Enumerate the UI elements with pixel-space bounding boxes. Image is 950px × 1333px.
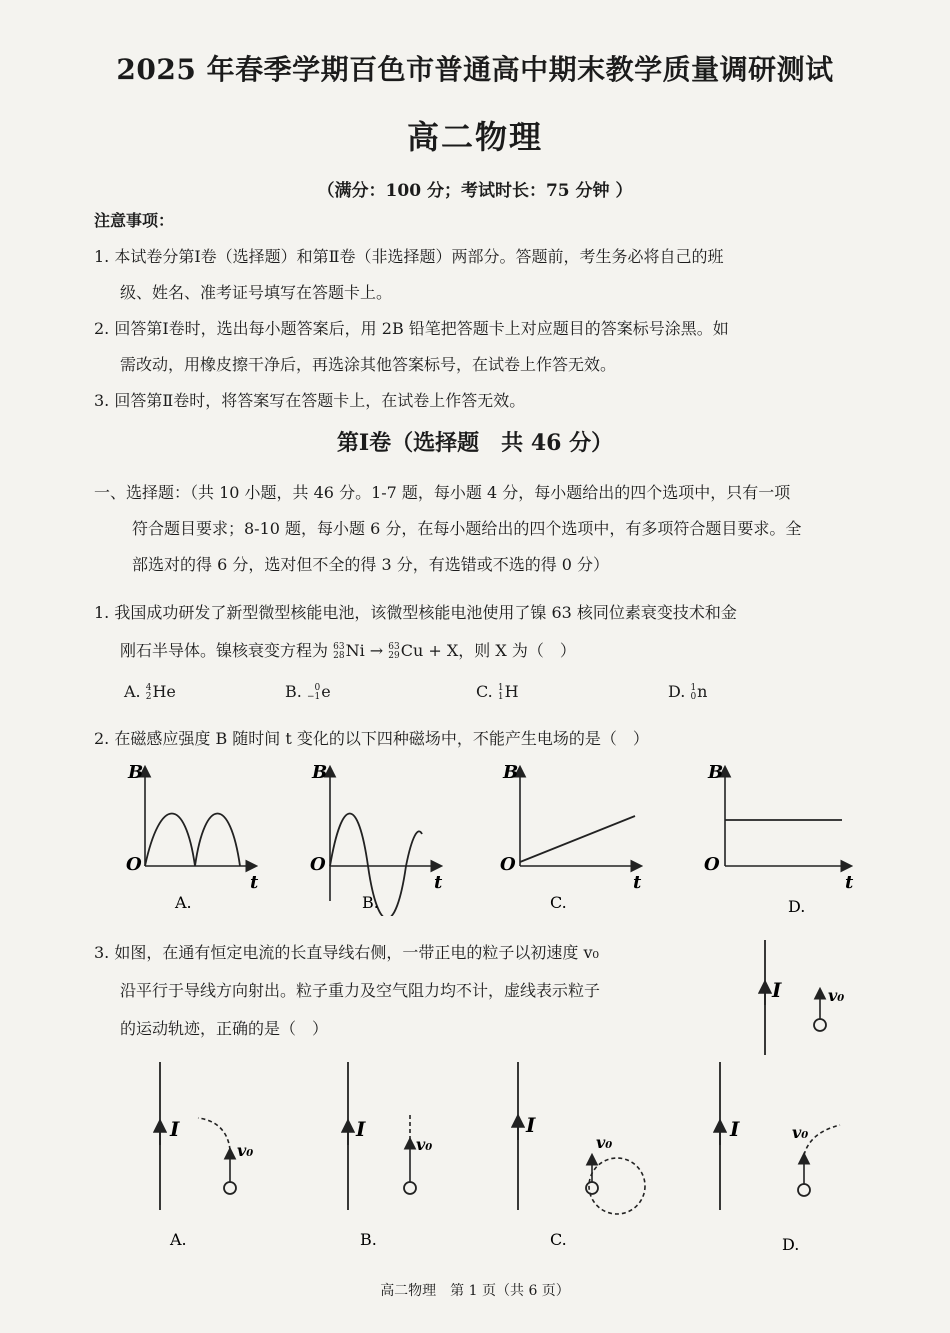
q1-option-a[interactable]	[124, 682, 176, 702]
ni-charge: 28	[333, 650, 345, 661]
velocity-label: v₀	[596, 1133, 613, 1152]
axis-b-label: B	[312, 762, 328, 783]
velocity-label: v₀	[237, 1141, 254, 1160]
symbol: H	[504, 682, 519, 701]
q2-graphs	[100, 756, 880, 916]
option-label: D.	[668, 682, 686, 701]
exam-meta: （满分：100 分；考试时长：75 分钟 ）	[317, 181, 633, 201]
option-label: D.	[788, 897, 806, 916]
q3-option-b[interactable]	[348, 1062, 432, 1249]
current-label: I	[356, 1117, 366, 1141]
q1-stem: 1. 我国成功研发了新型微型核能电池，该微型核能电池使用了镍 63 核同位素衰变技术和金	[94, 603, 737, 622]
q2-stem: 2. 在磁感应强度 B 随时间 t 变化的以下四种磁场中，不能产生电场的是（ ）	[94, 729, 649, 748]
origin-label: O	[126, 854, 142, 875]
q1-option-c[interactable]	[476, 682, 519, 702]
charge: 0	[690, 691, 697, 702]
option-numbers	[146, 684, 152, 702]
charge: −1	[306, 691, 321, 702]
option-label: B.	[285, 682, 302, 701]
mass: 1	[690, 682, 697, 693]
plus-x: + X	[428, 641, 459, 660]
current-label: I	[526, 1113, 536, 1137]
axis-b-label: B	[708, 762, 724, 783]
current-label: I	[730, 1117, 740, 1141]
q1-option-d[interactable]	[668, 682, 707, 702]
section-intro: 符合题目要求；8-10 题，每小题 6 分，在每小题给出的四个选项中，有多项符合题目要求。全	[132, 519, 802, 538]
ni-symbol: Ni	[345, 641, 365, 660]
option-numbers	[307, 684, 320, 702]
section-intro: 一、选择题：（共 10 小题，共 46 分。1-7 题，每小题 4 分，每小题给出的四个选项中，只有一项	[94, 483, 791, 502]
q1-equation-prefix: 刚石半导体。镍核衰变方程为	[120, 641, 329, 660]
notice-heading: 注意事项：	[94, 211, 175, 230]
particle	[798, 1184, 810, 1196]
option-label: A.	[124, 682, 141, 701]
cu-numbers	[388, 643, 399, 661]
page-footer: 高二物理 第 1 页（共 6 页）	[380, 1283, 570, 1299]
mass: 1	[497, 682, 504, 693]
origin-label: O	[500, 854, 516, 875]
particle	[814, 1019, 826, 1031]
section-heading: 第Ⅰ卷（选择题 共 46 分）	[336, 430, 614, 456]
symbol: n	[697, 682, 708, 701]
b-curve-rectified-sine	[145, 814, 240, 867]
subject-title: 高二物理	[406, 118, 543, 156]
q3-setup-figure	[740, 935, 860, 1065]
axis-t-label: t	[434, 872, 443, 893]
origin-label: O	[704, 854, 720, 875]
charge: 1	[497, 691, 504, 702]
current-label: I	[772, 978, 782, 1002]
mass: 0	[314, 682, 321, 693]
axis-t-label: t	[633, 872, 642, 893]
graph-a[interactable]	[126, 762, 259, 912]
cu-charge: 29	[388, 650, 400, 661]
q3-option-d[interactable]	[720, 1062, 840, 1254]
particle	[404, 1182, 416, 1194]
ni-numbers	[333, 643, 344, 661]
option-label: D.	[782, 1235, 800, 1254]
velocity-label: v₀	[416, 1135, 433, 1154]
option-label: C.	[550, 1230, 567, 1249]
current-label: I	[170, 1117, 180, 1141]
q3-option-c[interactable]	[518, 1062, 645, 1249]
charge: 2	[145, 691, 152, 702]
q3-stem: 的运动轨迹，正确的是（ ）	[120, 1019, 329, 1038]
q3-stem: 沿平行于导线方向射出。粒子重力及空气阻力均不计，虚线表示粒子	[120, 981, 601, 1000]
mass: 4	[145, 682, 152, 693]
option-label: A.	[175, 893, 192, 912]
arrow: →	[369, 641, 384, 660]
option-numbers	[690, 684, 696, 702]
axis-b-label: B	[503, 762, 519, 783]
exam-title: 2025 年春季学期百色市普通高中期末教学质量调研测试	[116, 53, 834, 86]
velocity-label: v₀	[828, 986, 845, 1005]
option-numbers	[498, 684, 504, 702]
axis-b-label: B	[128, 762, 144, 783]
option-label: B.	[360, 1230, 377, 1249]
notice-line: 需改动，用橡皮擦干净后，再选涂其他答案标号，在试卷上作答无效。	[120, 355, 617, 374]
q1-option-b[interactable]	[285, 682, 331, 702]
cu-mass: 63	[388, 641, 400, 652]
particle	[586, 1182, 598, 1194]
q1-equation-suffix: ，则 X 为（ ）	[458, 641, 576, 660]
notice-line: 1. 本试卷分第Ⅰ卷（选择题）和第Ⅱ卷（非选择题）两部分。答题前，考生务必将自己的班	[94, 247, 724, 266]
origin-label: O	[310, 854, 326, 875]
symbol: e	[321, 682, 331, 701]
notice-line: 3. 回答第Ⅱ卷时，将答案写在答题卡上，在试卷上作答无效。	[94, 391, 526, 410]
q3-option-a[interactable]	[160, 1062, 253, 1249]
cu-symbol: Cu	[400, 641, 424, 660]
q3-stem: 3. 如图，在通有恒定电流的长直导线右侧，一带正电的粒子以初速度 v₀	[94, 943, 599, 962]
q3-options	[120, 1060, 880, 1260]
option-label: C.	[476, 682, 493, 701]
q1-equation-line	[120, 638, 576, 661]
axis-t-label: t	[250, 872, 259, 893]
graph-b[interactable]	[310, 762, 443, 916]
notice-line: 级、姓名、准考证号填写在答题卡上。	[120, 283, 393, 302]
axis-t-label: t	[845, 872, 854, 893]
trajectory-curve-toward-wire	[198, 1118, 230, 1150]
trajectory-curve-away-from-wire	[804, 1125, 840, 1155]
option-label: C.	[550, 893, 567, 912]
symbol: He	[152, 682, 176, 701]
b-line-increasing	[520, 816, 635, 862]
option-label: B.	[362, 893, 379, 912]
section-intro: 部选对的得 6 分，选对但不全的得 3 分，有选错或不选的得 0 分）	[132, 555, 610, 574]
velocity-label: v₀	[792, 1123, 809, 1142]
option-label: A.	[170, 1230, 187, 1249]
notice-line: 2. 回答第Ⅰ卷时，选出每小题答案后，用 2B 铅笔把答题卡上对应题目的答案标号涂黑。如	[94, 319, 729, 338]
particle	[224, 1182, 236, 1194]
ni-mass: 63	[333, 641, 345, 652]
graph-c[interactable]	[500, 762, 642, 912]
graph-d[interactable]	[704, 762, 854, 916]
